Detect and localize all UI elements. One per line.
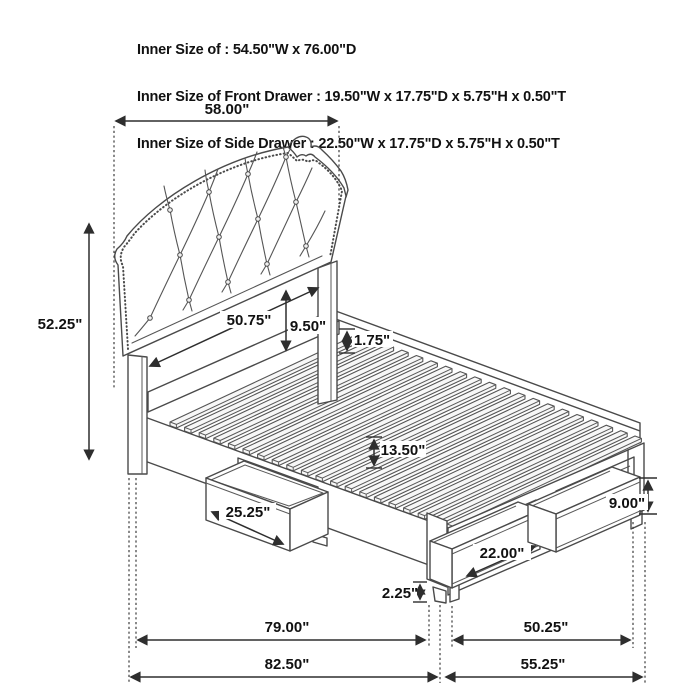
dim-foot-inner-width-label: 50.25" [523, 619, 569, 636]
dim-drawer-height-label: 9.00" [608, 495, 646, 512]
near-foot-leg [433, 587, 446, 603]
dim-overall-height-label: 52.25" [37, 316, 83, 333]
dim-leg-height-label: 2.25" [381, 585, 419, 602]
dim-slat-thickness-label: 1.75" [353, 332, 391, 349]
spec-line-side-drawer: Inner Size of Side Drawer : 22.50"W x 17.75"D x 5.75"H x 0.50"T [137, 135, 560, 152]
dim-side-drawer-label: 25.25" [225, 504, 271, 521]
dim-overall-length-label: 82.50" [264, 656, 310, 673]
dim-frame-length-label: 79.00" [264, 619, 310, 636]
dim-headboard-width-label: 58.00" [204, 101, 250, 118]
dim-slat-spacing-label: 13.50" [380, 442, 426, 459]
front-drawer-end [430, 541, 452, 588]
dim-headboard-inner-label: 50.75" [226, 312, 272, 329]
dim-gap-label: 9.50" [289, 318, 327, 335]
dim-overall-width-label: 55.25" [520, 656, 566, 673]
spec-line-inner-size: Inner Size of : 54.50"W x 76.00"D [137, 42, 357, 59]
headboard-left-leg [128, 355, 147, 474]
dim-front-drawer-label: 22.00" [479, 545, 525, 562]
spec-line-front-drawer: Inner Size of Front Drawer : 19.50"W x 17.75"D x 5.75"H x 0.50"T [137, 88, 566, 105]
